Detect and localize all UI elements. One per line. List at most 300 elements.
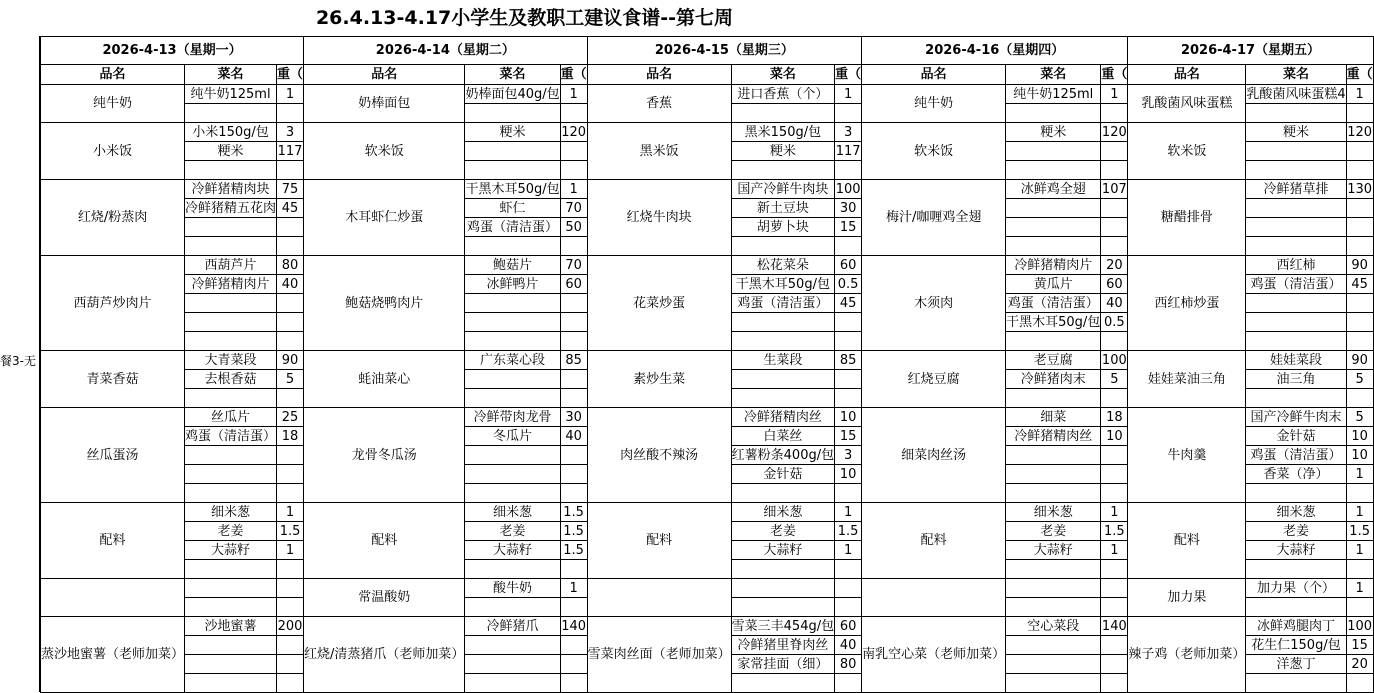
- empty-cell: [185, 636, 277, 655]
- empty-cell: [1246, 218, 1346, 237]
- col-header-weight: 重（: [835, 65, 862, 85]
- dish-name: 蚝油菜心: [304, 351, 465, 408]
- ingredient-name: 冰鲜鸡全翅: [1006, 180, 1101, 199]
- ingredient-weight: 100: [1347, 618, 1373, 634]
- ingredient-weight: 1: [1346, 541, 1373, 560]
- empty-cell: [185, 446, 277, 465]
- dish-name: 纯牛奶: [862, 85, 1006, 123]
- empty-cell: [1246, 313, 1346, 332]
- empty-cell: [731, 370, 834, 389]
- ingredient-name: 大蒜籽: [465, 541, 560, 560]
- ingredient-name: 黄瓜片: [1006, 275, 1101, 294]
- ingredient-name: 粳米: [465, 123, 560, 142]
- ingredient-name: 冷鲜猪爪: [465, 617, 560, 636]
- empty-cell: [465, 446, 560, 465]
- empty-cell: [465, 237, 560, 256]
- empty-cell: [835, 598, 862, 617]
- ingredient-name: 金针菇: [1246, 427, 1346, 446]
- empty-cell: [1346, 313, 1373, 332]
- empty-cell: [185, 294, 277, 313]
- ingredient-weight: 50: [560, 218, 587, 237]
- ingredient-weight: 10: [835, 408, 862, 427]
- ingredient-name: 冰鲜鸭片: [465, 275, 560, 294]
- ingredient-name: 大蒜籽: [1006, 541, 1101, 560]
- ingredient-weight: 1: [1346, 465, 1373, 484]
- ingredient-name: 老姜: [731, 522, 834, 541]
- ingredient-weight: 25: [277, 408, 304, 427]
- ingredient-weight: 1: [1101, 541, 1128, 560]
- empty-cell: [1006, 104, 1101, 123]
- empty-cell: [465, 142, 560, 161]
- ingredient-name: 去根香菇: [185, 370, 277, 389]
- ingredient-weight: 1.5: [277, 522, 304, 541]
- empty-cell: [465, 674, 560, 693]
- empty-cell: [560, 674, 587, 693]
- empty-cell: [1101, 104, 1128, 123]
- ingredient-name: 细菜: [1006, 408, 1101, 427]
- ingredient-weight: 5: [1101, 370, 1128, 389]
- ingredient-weight: 40: [560, 427, 587, 446]
- empty-cell: [465, 104, 560, 123]
- ingredient-weight: 85: [835, 351, 862, 370]
- empty-cell: [560, 237, 587, 256]
- col-header-weight: 重（: [1346, 65, 1373, 85]
- ingredient-weight: 1: [560, 180, 587, 199]
- ingredient-weight: 1: [835, 85, 862, 104]
- dish-name: 西红柿炒蛋: [1128, 256, 1246, 351]
- dish-name: 加力果: [1128, 579, 1246, 617]
- ingredient-weight: 117: [277, 143, 303, 159]
- empty-cell: [1006, 142, 1101, 161]
- empty-cell: [1101, 332, 1128, 351]
- ingredient-weight: 20: [1346, 655, 1373, 674]
- ingredient-name: 洋葱丁: [1246, 655, 1346, 674]
- table-row: [41, 408, 1374, 427]
- ingredient-weight: 45: [835, 294, 862, 313]
- ingredient-name: 冰鲜鸡腿肉丁: [1246, 617, 1346, 636]
- empty-cell: [1006, 389, 1101, 408]
- dish-name: 配料: [304, 503, 465, 579]
- dish-name: 南乳空心菜（老师加菜）: [862, 617, 1006, 693]
- ingredient-weight: 90: [1346, 351, 1373, 370]
- empty-cell: [560, 484, 587, 503]
- empty-cell: [277, 218, 304, 237]
- ingredient-weight: 1.5: [1346, 522, 1373, 541]
- empty-cell: [465, 655, 560, 674]
- empty-cell: [185, 104, 277, 123]
- empty-cell: [1006, 484, 1101, 503]
- empty-cell: [835, 161, 862, 180]
- ingredient-name: 黑米150g/包: [731, 123, 834, 142]
- empty-cell: [185, 161, 277, 180]
- ingredient-weight: 45: [277, 199, 304, 218]
- col-header-item: 菜名: [465, 65, 560, 85]
- empty-cell: [185, 598, 277, 617]
- ingredient-name: 鲍菇片: [465, 256, 560, 275]
- empty-cell: [560, 655, 587, 674]
- dish-name: 细菜肉丝汤: [862, 408, 1006, 503]
- empty-cell: [277, 332, 304, 351]
- empty-cell: [835, 313, 862, 332]
- dish-name: 小米饭: [41, 123, 185, 180]
- ingredient-name: 乳酸菌风味蛋糕4: [1246, 86, 1346, 102]
- ingredient-name: 冬瓜片: [465, 427, 560, 446]
- empty-cell: [1246, 142, 1346, 161]
- empty-cell: [1101, 674, 1128, 693]
- empty-cell: [1346, 294, 1373, 313]
- dish-name: 配料: [862, 503, 1006, 579]
- col-header-item: 菜名: [185, 65, 277, 85]
- empty-cell: [1346, 332, 1373, 351]
- ingredient-name: 花生仁150g/包: [1246, 636, 1346, 655]
- ingredient-weight: 1: [277, 503, 304, 522]
- empty-cell: [277, 579, 304, 598]
- ingredient-name: 冷鲜猪精肉片: [185, 275, 277, 294]
- date-header: 2026-4-14（星期二）: [304, 37, 588, 65]
- empty-cell: [1346, 199, 1373, 218]
- empty-cell: [1101, 579, 1128, 598]
- col-header-dish: 品名: [587, 65, 731, 85]
- dish-name: 丝瓜蛋汤: [41, 408, 185, 503]
- empty-cell: [1346, 674, 1373, 693]
- ingredient-weight: 1: [1101, 503, 1128, 522]
- ingredient-weight: 1: [1101, 85, 1128, 104]
- empty-cell: [185, 237, 277, 256]
- ingredient-name: 红薯粉条400g/包: [731, 447, 835, 463]
- ingredient-name: 丝瓜片: [185, 408, 277, 427]
- empty-cell: [1006, 674, 1101, 693]
- empty-cell: [277, 446, 304, 465]
- ingredient-weight: 15: [835, 218, 862, 237]
- dish-name: 梅汁/咖喱鸡全翅: [862, 180, 1006, 256]
- dish-name: [862, 579, 1006, 617]
- empty-cell: [560, 636, 587, 655]
- ingredient-name: 冷鲜猪里脊肉丝: [731, 636, 834, 655]
- empty-cell: [835, 332, 862, 351]
- empty-cell: [465, 465, 560, 484]
- empty-cell: [731, 161, 834, 180]
- dish-name: 纯牛奶: [41, 85, 185, 123]
- ingredient-weight: 5: [1346, 408, 1373, 427]
- ingredient-name: 细米葱: [465, 503, 560, 522]
- date-header: 2026-4-15（星期三）: [587, 37, 861, 65]
- ingredient-name: 进口香蕉（个）: [731, 85, 834, 104]
- dish-name: [41, 579, 185, 617]
- ingredient-name: 虾仁: [465, 199, 560, 218]
- col-header-weight: 重（: [1101, 65, 1128, 85]
- ingredient-name: 白菜丝: [731, 427, 834, 446]
- dish-name: 肉丝酸不辣汤: [587, 408, 731, 503]
- ingredient-weight: 10: [1346, 427, 1373, 446]
- dish-name: 花菜炒蛋: [587, 256, 731, 351]
- ingredient-weight: 0.5: [1101, 313, 1128, 332]
- empty-cell: [1346, 161, 1373, 180]
- dish-name: 雪菜肉丝面（老师加菜）: [587, 617, 731, 693]
- empty-cell: [185, 332, 277, 351]
- ingredient-name: 细米葱: [1246, 503, 1346, 522]
- empty-cell: [1006, 161, 1101, 180]
- date-header: 2026-4-13（星期一）: [41, 37, 304, 65]
- empty-cell: [1246, 104, 1346, 123]
- ingredient-name: 鸡蛋（清洁蛋）: [185, 428, 277, 444]
- empty-cell: [1101, 636, 1128, 655]
- ingredient-name: 酸牛奶: [465, 579, 560, 598]
- ingredient-weight: 60: [835, 256, 862, 275]
- empty-cell: [1006, 560, 1101, 579]
- ingredient-name: 奶棒面包40g/包: [465, 86, 560, 102]
- ingredient-name: 鸡蛋（清洁蛋）: [731, 294, 834, 313]
- dish-name: 红烧/清蒸猪爪（老师加菜）: [304, 617, 465, 693]
- ingredient-weight: 10: [835, 465, 862, 484]
- ingredient-weight: 80: [835, 655, 862, 674]
- ingredient-name: 粳米: [731, 142, 834, 161]
- ingredient-weight: 70: [560, 199, 587, 218]
- col-header-item: 菜名: [731, 65, 834, 85]
- empty-cell: [835, 674, 862, 693]
- ingredient-name: 冷鲜猪精五花肉: [185, 200, 277, 216]
- empty-cell: [1006, 446, 1101, 465]
- dish-name: 配料: [587, 503, 731, 579]
- ingredient-weight: 80: [277, 256, 304, 275]
- empty-cell: [560, 313, 587, 332]
- empty-cell: [277, 560, 304, 579]
- empty-cell: [835, 237, 862, 256]
- empty-cell: [1006, 199, 1101, 218]
- ingredient-name: 纯牛奶125ml: [185, 85, 277, 104]
- ingredient-weight: 3: [835, 123, 862, 142]
- dish-name: 龙骨冬瓜汤: [304, 408, 465, 503]
- empty-cell: [1006, 598, 1101, 617]
- ingredient-weight: 120: [1347, 124, 1373, 140]
- ingredient-weight: 18: [1101, 408, 1128, 427]
- ingredient-weight: 1: [835, 503, 862, 522]
- dish-name: 糖醋排骨: [1128, 180, 1246, 256]
- ingredient-name: 冷鲜猪精肉丝: [731, 408, 834, 427]
- empty-cell: [1246, 237, 1346, 256]
- dish-name: 常温酸奶: [304, 579, 465, 617]
- ingredient-weight: 15: [1346, 636, 1373, 655]
- empty-cell: [560, 161, 587, 180]
- ingredient-weight: 1: [835, 541, 862, 560]
- ingredient-name: 冷鲜猪草排: [1246, 180, 1346, 199]
- empty-cell: [731, 560, 834, 579]
- empty-cell: [731, 674, 834, 693]
- empty-cell: [731, 313, 834, 332]
- ingredient-weight: 60: [1101, 275, 1128, 294]
- ingredient-weight: 1: [1346, 579, 1373, 598]
- ingredient-weight: 15: [835, 427, 862, 446]
- ingredient-weight: 90: [1346, 256, 1373, 275]
- ingredient-weight: 90: [277, 351, 304, 370]
- empty-cell: [731, 579, 834, 598]
- ingredient-name: 沙地蜜薯: [185, 617, 277, 636]
- empty-cell: [1101, 142, 1128, 161]
- table-row: [41, 123, 1374, 142]
- date-header: 2026-4-16（星期四）: [862, 37, 1128, 65]
- empty-cell: [465, 636, 560, 655]
- ingredient-name: 国产冷鲜牛肉末: [1246, 408, 1346, 427]
- dish-name: 香蕉: [587, 85, 731, 123]
- ingredient-name: 家常挂面（细）: [731, 655, 834, 674]
- dish-name: 软米饭: [862, 123, 1006, 180]
- ingredient-name: 鸡蛋（清洁蛋）: [1246, 446, 1346, 465]
- ingredient-weight: 60: [560, 275, 587, 294]
- empty-cell: [1246, 199, 1346, 218]
- ingredient-name: 鸡蛋（清洁蛋）: [465, 218, 560, 237]
- table-row: [41, 617, 1374, 636]
- empty-cell: [1101, 560, 1128, 579]
- dish-name: 青菜香菇: [41, 351, 185, 408]
- empty-cell: [277, 313, 304, 332]
- empty-cell: [1006, 636, 1101, 655]
- empty-cell: [560, 560, 587, 579]
- empty-cell: [185, 218, 277, 237]
- dish-name: 娃娃菜油三角: [1128, 351, 1246, 408]
- empty-cell: [185, 389, 277, 408]
- dish-name: 奶棒面包: [304, 85, 465, 123]
- table-row: [41, 256, 1374, 275]
- empty-cell: [731, 389, 834, 408]
- empty-cell: [731, 104, 834, 123]
- ingredient-weight: 60: [835, 617, 862, 636]
- ingredient-name: 老姜: [185, 522, 277, 541]
- empty-cell: [1346, 598, 1373, 617]
- col-header-weight: 重（: [277, 65, 304, 85]
- ingredient-name: 西红柿: [1246, 256, 1346, 275]
- empty-cell: [465, 484, 560, 503]
- ingredient-weight: 140: [561, 618, 587, 634]
- empty-cell: [560, 294, 587, 313]
- col-header-weight: 重（: [560, 65, 587, 85]
- ingredient-weight: 1: [560, 85, 587, 104]
- ingredient-weight: 117: [835, 143, 861, 159]
- empty-cell: [1346, 142, 1373, 161]
- ingredient-weight: 107: [1101, 181, 1127, 197]
- empty-cell: [560, 598, 587, 617]
- dish-name: 素炒生菜: [587, 351, 731, 408]
- empty-cell: [465, 161, 560, 180]
- empty-cell: [835, 484, 862, 503]
- empty-cell: [1006, 655, 1101, 674]
- ingredient-weight: 45: [1346, 275, 1373, 294]
- ingredient-weight: 120: [1101, 124, 1127, 140]
- ingredient-name: 加力果（个）: [1246, 579, 1346, 598]
- empty-cell: [277, 294, 304, 313]
- ingredient-weight: 70: [560, 256, 587, 275]
- empty-cell: [277, 598, 304, 617]
- table-row: [41, 503, 1374, 522]
- empty-cell: [277, 636, 304, 655]
- dish-name: 木耳虾仁炒蛋: [304, 180, 465, 256]
- table-row: [41, 579, 1374, 598]
- empty-cell: [560, 370, 587, 389]
- ingredient-weight: 1: [1346, 503, 1373, 522]
- empty-cell: [1246, 674, 1346, 693]
- ingredient-name: 大蒜籽: [185, 541, 277, 560]
- ingredient-weight: 3: [835, 446, 862, 465]
- ingredient-name: 老姜: [1006, 522, 1101, 541]
- ingredient-name: 大青菜段: [185, 351, 277, 370]
- ingredient-name: 干黑木耳50g/包: [465, 181, 560, 197]
- ingredient-name: 冷鲜猪精肉丝: [1006, 427, 1101, 446]
- ingredient-name: 大蒜籽: [1246, 541, 1346, 560]
- dish-name: 红烧/粉蒸肉: [41, 180, 185, 256]
- ingredient-name: 老豆腐: [1006, 351, 1101, 370]
- ingredient-weight: 5: [1346, 370, 1373, 389]
- ingredient-name: 生菜段: [731, 351, 834, 370]
- ingredient-name: 娃娃菜段: [1246, 351, 1346, 370]
- empty-cell: [835, 370, 862, 389]
- ingredient-name: 纯牛奶125ml: [1006, 85, 1101, 104]
- empty-cell: [185, 560, 277, 579]
- dish-name: 软米饭: [1128, 123, 1246, 180]
- empty-cell: [1346, 389, 1373, 408]
- ingredient-weight: 20: [1101, 256, 1128, 275]
- empty-cell: [1101, 655, 1128, 674]
- table-row: [41, 85, 1374, 104]
- ingredient-weight: 0.5: [835, 275, 862, 294]
- ingredient-weight: 1: [277, 541, 304, 560]
- empty-cell: [1006, 465, 1101, 484]
- ingredient-weight: 1.5: [560, 541, 587, 560]
- ingredient-name: 西葫芦片: [185, 256, 277, 275]
- ingredient-name: 老姜: [1246, 522, 1346, 541]
- ingredient-weight: 140: [1101, 618, 1127, 634]
- ingredient-name: 细米葱: [1006, 503, 1101, 522]
- ingredient-weight: 10: [1346, 446, 1373, 465]
- dish-name: 黑米饭: [587, 123, 731, 180]
- empty-cell: [465, 332, 560, 351]
- empty-cell: [277, 389, 304, 408]
- table-row: [41, 351, 1374, 370]
- empty-cell: [277, 237, 304, 256]
- ingredient-weight: 1: [277, 85, 304, 104]
- empty-cell: [1006, 579, 1101, 598]
- empty-cell: [1101, 199, 1128, 218]
- dish-name: 西葫芦炒肉片: [41, 256, 185, 351]
- empty-cell: [835, 389, 862, 408]
- dish-name: 辣子鸡（老师加菜）: [1128, 617, 1246, 693]
- dish-name: 乳酸菌风味蛋糕: [1128, 85, 1246, 123]
- empty-cell: [1346, 560, 1373, 579]
- empty-cell: [1101, 484, 1128, 503]
- ingredient-weight: 3: [277, 123, 304, 142]
- empty-cell: [1246, 560, 1346, 579]
- empty-cell: [1101, 598, 1128, 617]
- ingredient-weight: 5: [277, 370, 304, 389]
- ingredient-name: 空心菜段: [1006, 617, 1101, 636]
- ingredient-name: 细米葱: [185, 503, 277, 522]
- empty-cell: [1101, 446, 1128, 465]
- page-title: 26.4.13-4.17小学生及教职工建议食谱--第七周: [315, 7, 734, 29]
- empty-cell: [1346, 104, 1373, 123]
- empty-cell: [560, 389, 587, 408]
- empty-cell: [560, 465, 587, 484]
- col-header-dish: 品名: [304, 65, 465, 85]
- empty-cell: [1346, 218, 1373, 237]
- empty-cell: [1246, 598, 1346, 617]
- empty-cell: [1006, 218, 1101, 237]
- empty-cell: [1346, 237, 1373, 256]
- empty-cell: [560, 142, 587, 161]
- empty-cell: [465, 313, 560, 332]
- ingredient-name: 油三角: [1246, 370, 1346, 389]
- empty-cell: [185, 484, 277, 503]
- empty-cell: [185, 579, 277, 598]
- ingredient-name: 粳米: [1246, 123, 1346, 142]
- ingredient-name: 冷鲜猪精肉片: [1006, 256, 1101, 275]
- col-header-dish: 品名: [1128, 65, 1246, 85]
